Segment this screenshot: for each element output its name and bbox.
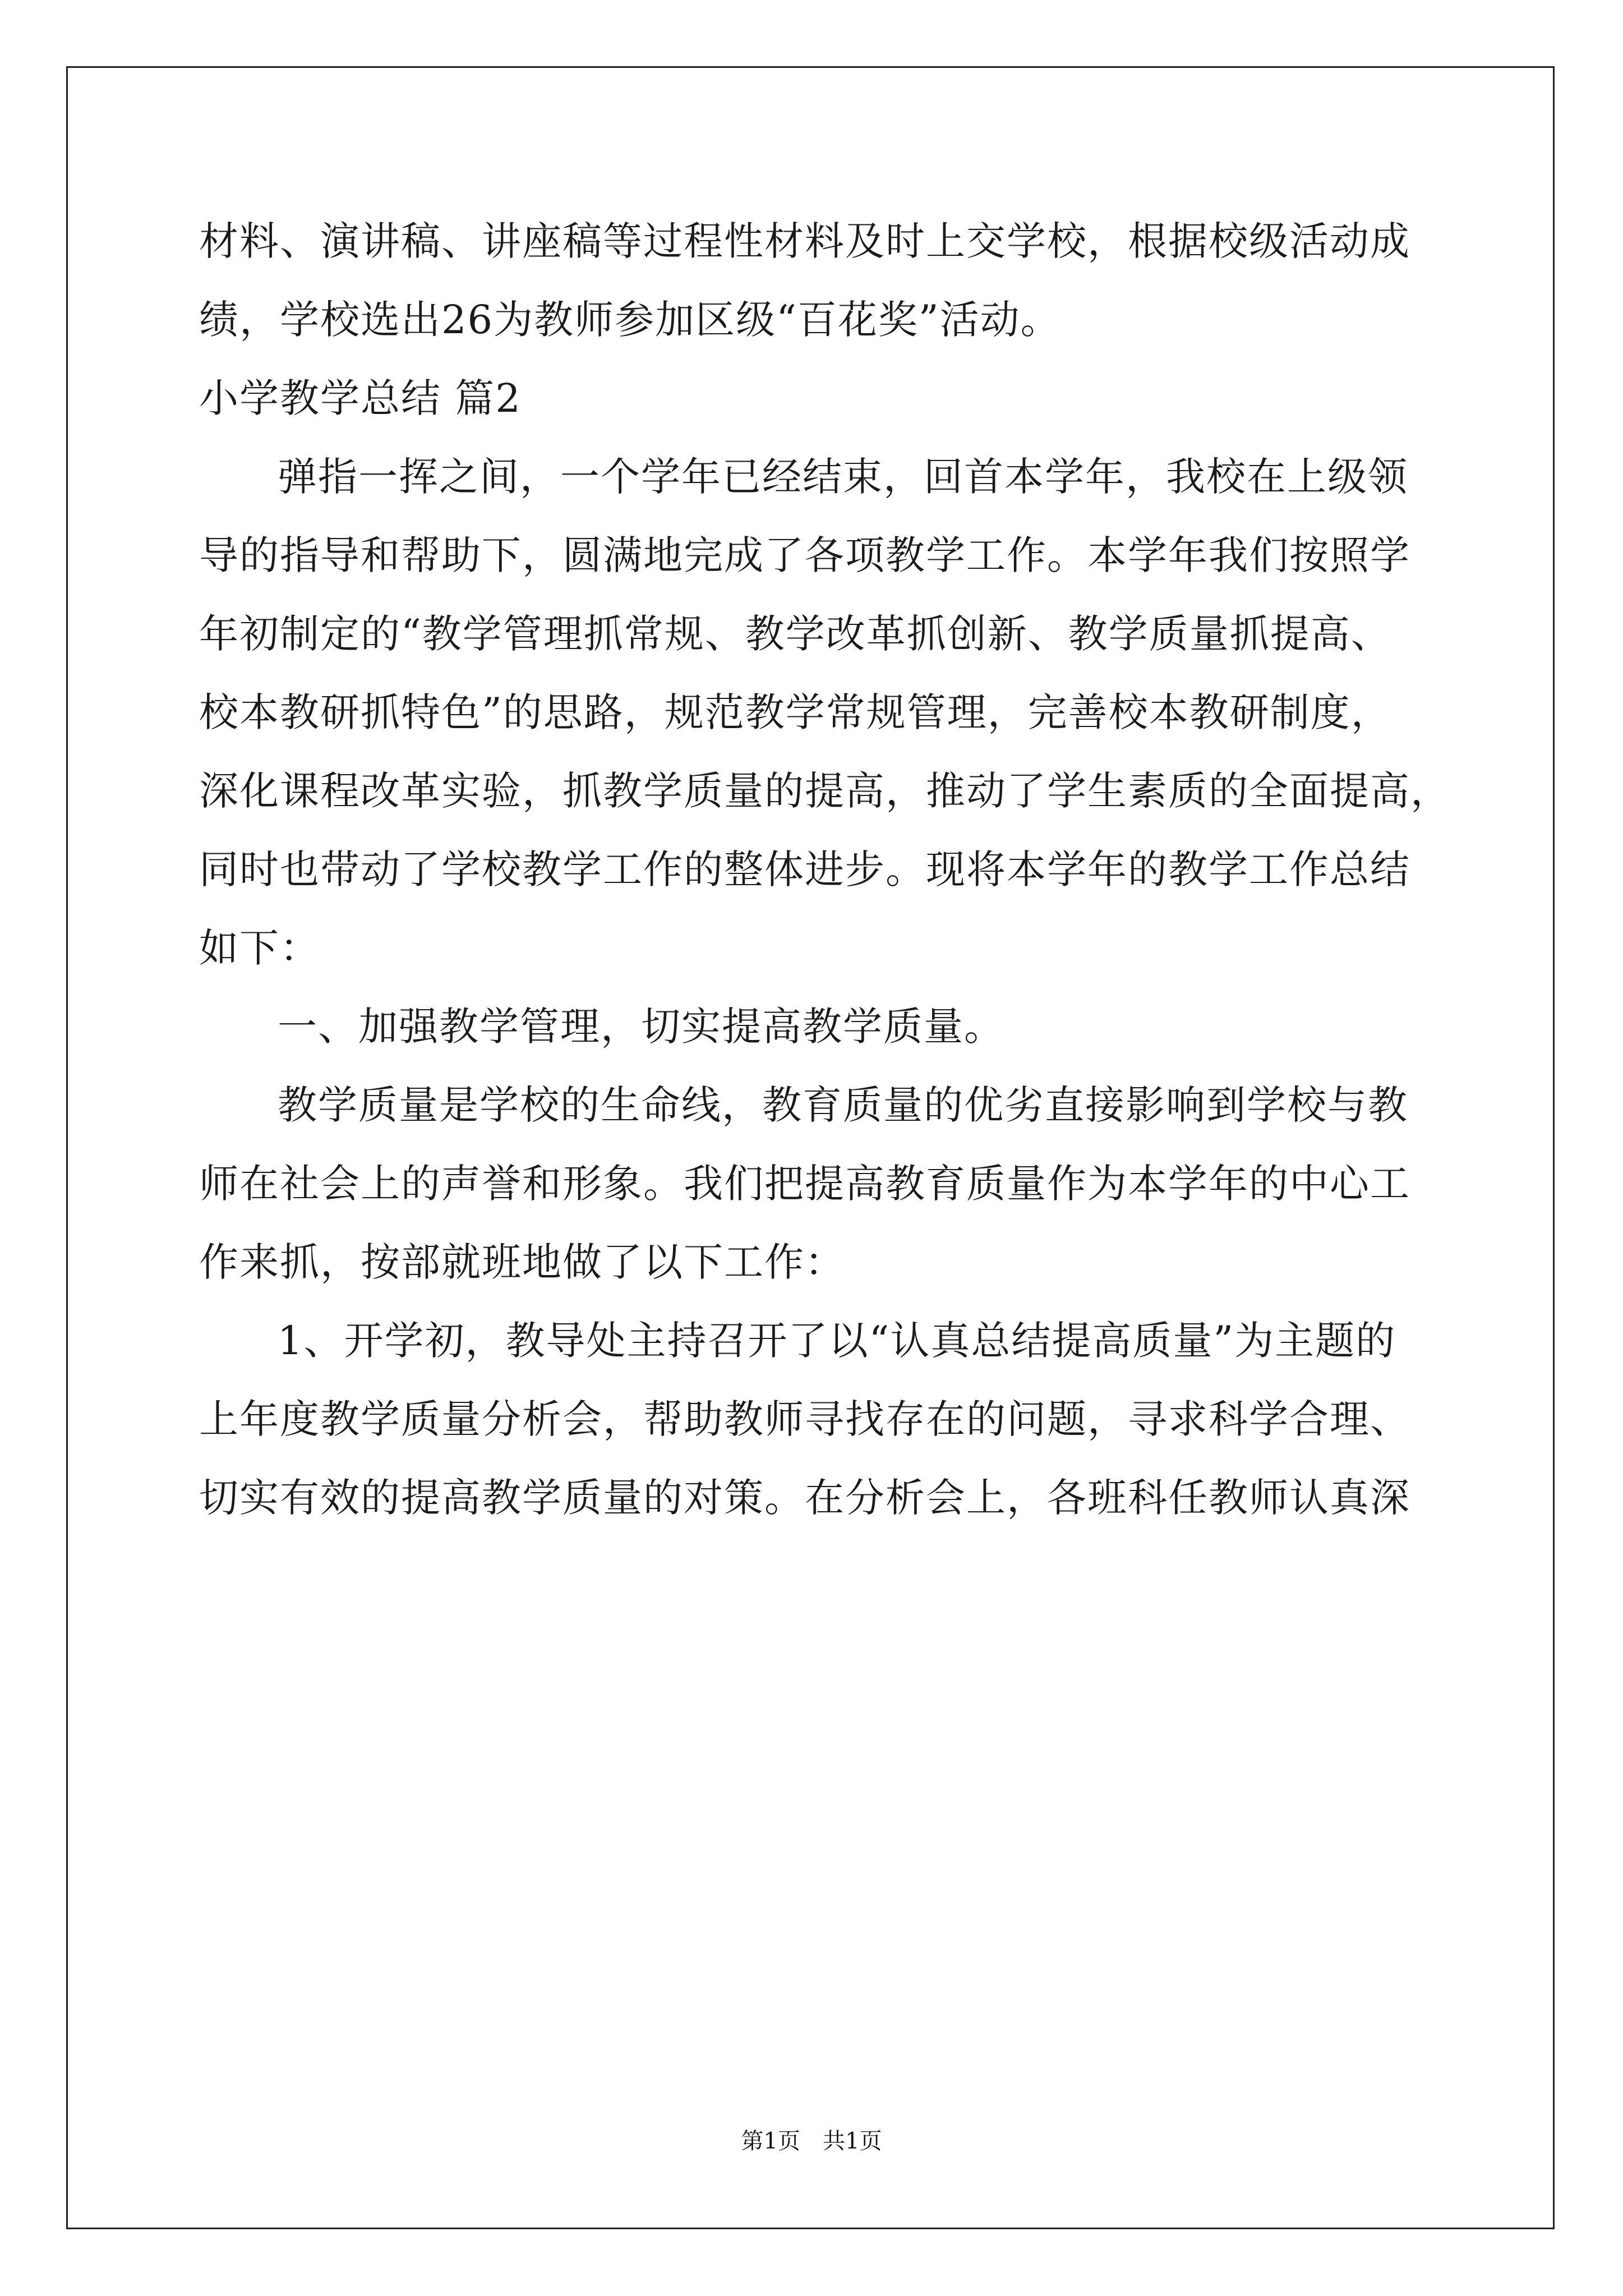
text-line: 如下： <box>199 925 320 971</box>
text-line: 同时也带动了学校教学工作的整体进步。现将本学年的教学工作总结 <box>199 846 1410 892</box>
text-line: 师在社会上的声誉和形象。我们把提高教育质量作为本学年的中心工 <box>199 1161 1410 1207</box>
text-line: 切实有效的提高教学质量的对策。在分析会上，各班科任教师认真深 <box>199 1475 1410 1521</box>
paragraph-start: 教学质量是学校的生命线，教育质量的优劣直接影响到学校与教 <box>278 1082 1408 1128</box>
section-heading: 小学教学总结 篇2 <box>199 375 522 421</box>
text-line: 年初制定的“教学管理抓常规、教学改革抓创新、教学质量抓提高、 <box>199 611 1391 657</box>
subheading: 一、加强教学管理，切实提高教学质量。 <box>278 1004 1004 1050</box>
text-line: 校本教研抓特色”的思路，规范教学常规管理，完善校本教研制度， <box>199 689 1391 735</box>
page-number-footer: 第1页 共1页 <box>741 2128 882 2154</box>
text-line: 深化课程改革实验，抓教学质量的提高，推动了学生素质的全面提高， <box>199 768 1451 814</box>
paragraph-start: 弹指一挥之间，一个学年已经结束，回首本学年，我校在上级领 <box>278 454 1408 500</box>
paragraph-start: 1、开学初，教导处主持召开了以“认真总结提高质量”为主题的 <box>278 1318 1396 1364</box>
text-line: 作来抓，按部就班地做了以下工作： <box>199 1239 845 1285</box>
text-line: 绩，学校选出26为教师参加区级“百花奖”活动。 <box>199 297 1061 343</box>
text-line: 上年度教学质量分析会，帮助教师寻找存在的问题，寻求科学合理、 <box>199 1396 1410 1442</box>
text-line: 材料、演讲稿、讲座稿等过程性材料及时上交学校，根据校级活动成 <box>199 218 1410 264</box>
text-line: 导的指导和帮助下，圆满地完成了各项教学工作。本学年我们按照学 <box>199 532 1410 578</box>
